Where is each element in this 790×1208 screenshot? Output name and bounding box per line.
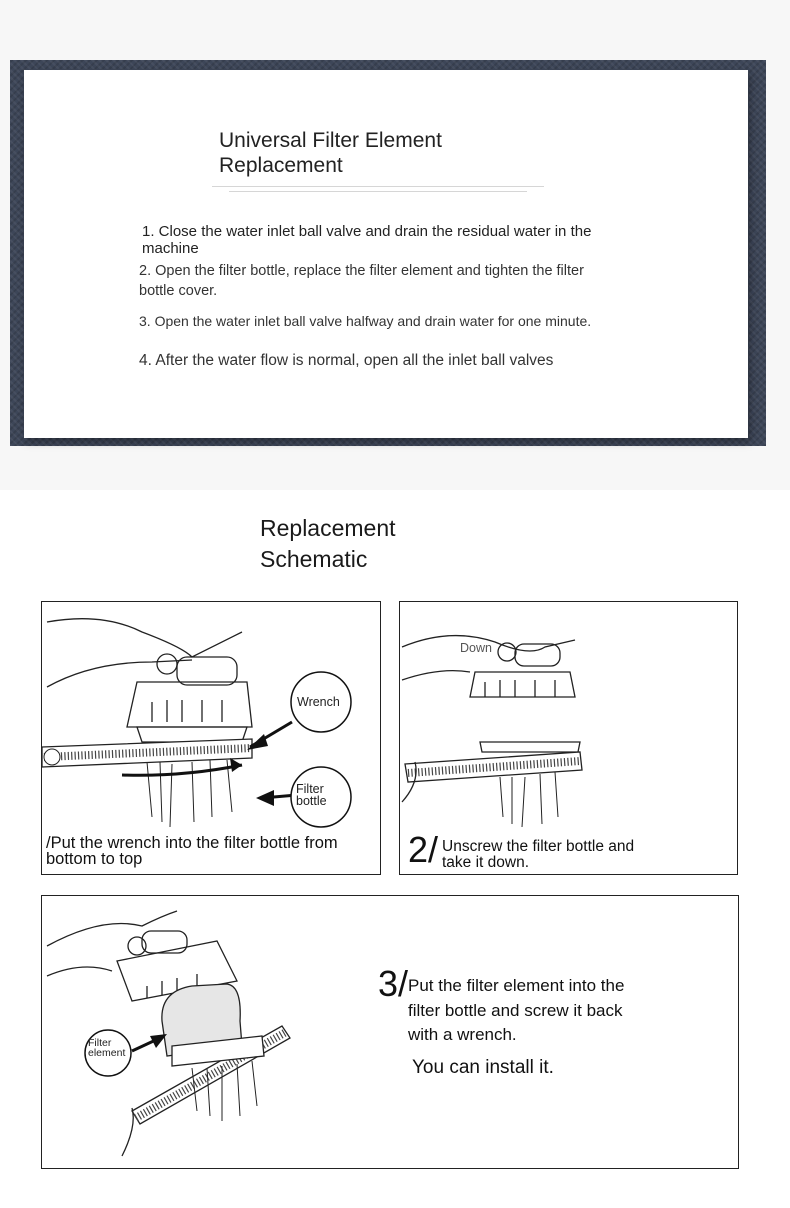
rotation-arrow [122,765,242,775]
down-label: Down [460,641,492,655]
hand-outline [47,911,177,946]
schematic-title-line-2: Schematic [260,546,368,572]
instructions-title: Universal Filter Element Replacement [219,129,442,177]
filter-head [127,682,252,727]
schematic-panel-3 [41,895,739,1169]
hand-outline [47,619,242,657]
step-1: 1. Close the water inlet ball valve and drain the residual water in the machine [142,223,592,257]
panel-3-caption: Put the filter element into the filter bottle and screw it back with a wrench. [408,976,625,1044]
step-4: 4. After the water flow is normal, open all the inlet ball valves [139,352,554,369]
panel-2-caption: Unscrew the filter bottle and take it down. [442,838,635,871]
wrench-label: Wrench [297,695,340,709]
filter-bottle-ribs [500,772,558,827]
schematic-title [260,513,396,575]
fine-print-lines [212,186,544,198]
schematic-title-line-1: Replacement [260,515,396,541]
panel-3-number: 3/ [378,963,409,1004]
instructions-card [24,70,748,438]
hand-lower-outline [122,1108,133,1156]
filter-bottle-label: Filter bottle [296,782,327,808]
filter-element-label: Filter element [88,1037,126,1059]
filter-bottle-top [480,742,580,752]
schematic-panel-2 [399,601,738,875]
schematic-panel-1 [41,601,381,875]
install-element-illustration [42,896,738,1168]
step-3: 3. Open the water inlet ball valve halfway and drain water for one minute. [139,313,592,329]
unscrew-illustration [400,602,737,874]
panel-3-note: You can install it. [412,1057,554,1078]
panel-2-number: 2/ [408,829,439,870]
filter-head [470,672,575,697]
panel-1-caption: /Put the wrench into the filter bottle from bottom to top [46,834,338,868]
step-2: 2. Open the filter bottle, replace the filter element and tighten the filter bottle cover. [139,263,584,299]
